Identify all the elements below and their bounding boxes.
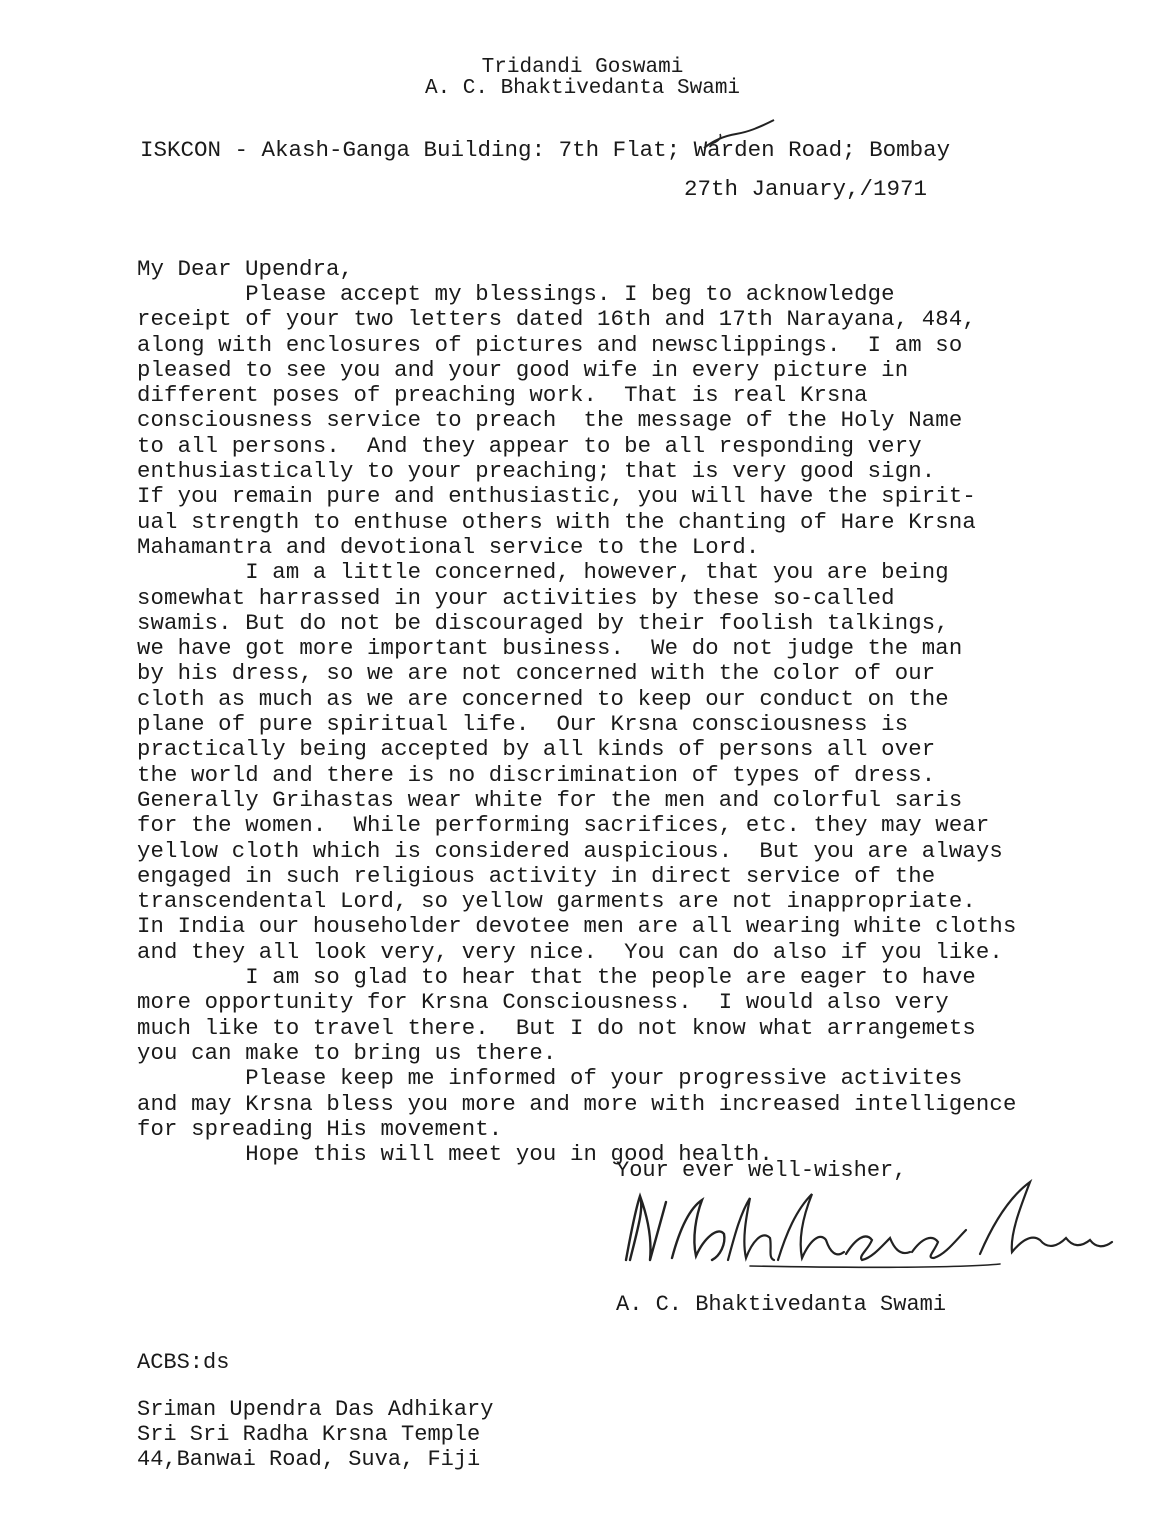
body-line: practically being accepted by all kinds of persons all over [137, 736, 936, 763]
body-line: along with enclosures of pictures and newsclippings. I am so [137, 331, 963, 358]
body-line: Hope this will meet you in good health. [137, 1141, 773, 1168]
handwritten-signature [600, 1168, 1120, 1288]
body-line: enthusiastically to your preaching; that is very good sign. [137, 458, 936, 485]
body-line: Mahamantra and devotional service to the Lord. [137, 533, 760, 560]
body-line: and they all look very, very nice. You can do also if you like. [137, 938, 1003, 965]
body-line: much like to travel there. But I do not know what arrangemets [137, 1014, 976, 1041]
signature-block [600, 1158, 1120, 1328]
body-line: the world and there is no discrimination of types of dress. [137, 761, 936, 788]
body-line: ual strength to enthuse others with the chanting of Hare Krsna [137, 508, 976, 535]
letterhead-address: ISKCON - Akash-Ganga Building: 7th Flat; Warden Road; Bombay [140, 137, 951, 163]
body-line: I am a little concerned, however, that you are being [137, 559, 949, 586]
body-line: you can make to bring us there. [137, 1039, 557, 1066]
letter-body [137, 282, 1147, 1167]
body-line: transcendental Lord, so yellow garments are not inappropriate. [137, 888, 976, 915]
body-line: I am so glad to hear that the people are eager to have [137, 964, 976, 991]
letterhead-title-line2: A. C. Bhaktivedanta Swami [424, 77, 741, 100]
body-line: pleased to see you and your good wife in every picture in [137, 356, 909, 383]
body-line: for spreading His movement. [137, 1115, 503, 1142]
body-line: If you remain pure and enthusiastic, you will have the spirit- [137, 483, 976, 510]
body-line: cloth as much as we are concerned to keep our conduct on the [137, 685, 949, 712]
body-line: engaged in such religious activity in direct service of the [137, 862, 936, 889]
body-line: Generally Grihastas wear white for the men and colorful saris [137, 786, 963, 813]
handwritten-correction-mark [700, 118, 780, 154]
body-line: In India our householder devotee men are all wearing white cloths [137, 913, 1017, 940]
signatory-name: A. C. Bhaktivedanta Swami [616, 1292, 947, 1317]
body-line: we have got more important business. We do not judge the man [137, 635, 963, 662]
body-line: for the women. While performing sacrifices, etc. they may wear [137, 812, 990, 839]
body-line: yellow cloth which is considered auspicious. But you are always [137, 837, 1003, 864]
body-line: Please accept my blessings. I beg to acknowledge [137, 281, 895, 307]
body-line: plane of pure spiritual life. Our Krsna consciousness is [137, 711, 909, 738]
body-line: by his dress, so we are not concerned with the color of our [137, 660, 936, 687]
body-line: somewhat harrassed in your activities by these so-called [137, 584, 895, 611]
letter-date: 27th January,/1971 [684, 176, 928, 202]
body-line: consciousness service to preach the message of the Holy Name [137, 407, 963, 434]
address-line: Sri Sri Radha Krsna Temple [137, 1422, 481, 1447]
body-line: Please keep me informed of your progressive activites [137, 1065, 963, 1092]
closing-line: Your ever well-wisher, [616, 1158, 907, 1183]
body-line: and may Krsna bless you more and more with increased intelligence [137, 1090, 1017, 1117]
recipient-address [137, 1397, 493, 1472]
address-line: 44,Banwai Road, Suva, Fiji [137, 1447, 481, 1472]
reference-initials: ACBS:ds [137, 1350, 230, 1375]
body-line: receipt of your two letters dated 16th and 17th Narayana, 484, [137, 306, 976, 333]
address-line: Sriman Upendra Das Adhikary [137, 1397, 494, 1422]
body-line: different poses of preaching work. That is real Krsna [137, 382, 868, 409]
body-line: more opportunity for Krsna Consciousness. I would also very [137, 989, 949, 1016]
body-line: swamis. But do not be discouraged by their foolish talkings, [137, 609, 949, 636]
letterhead-title-line1: Tridandi Goswami [481, 56, 684, 79]
body-line: to all persons. And they appear to be all responding very [137, 432, 922, 459]
salutation: My Dear Upendra, [137, 256, 354, 282]
